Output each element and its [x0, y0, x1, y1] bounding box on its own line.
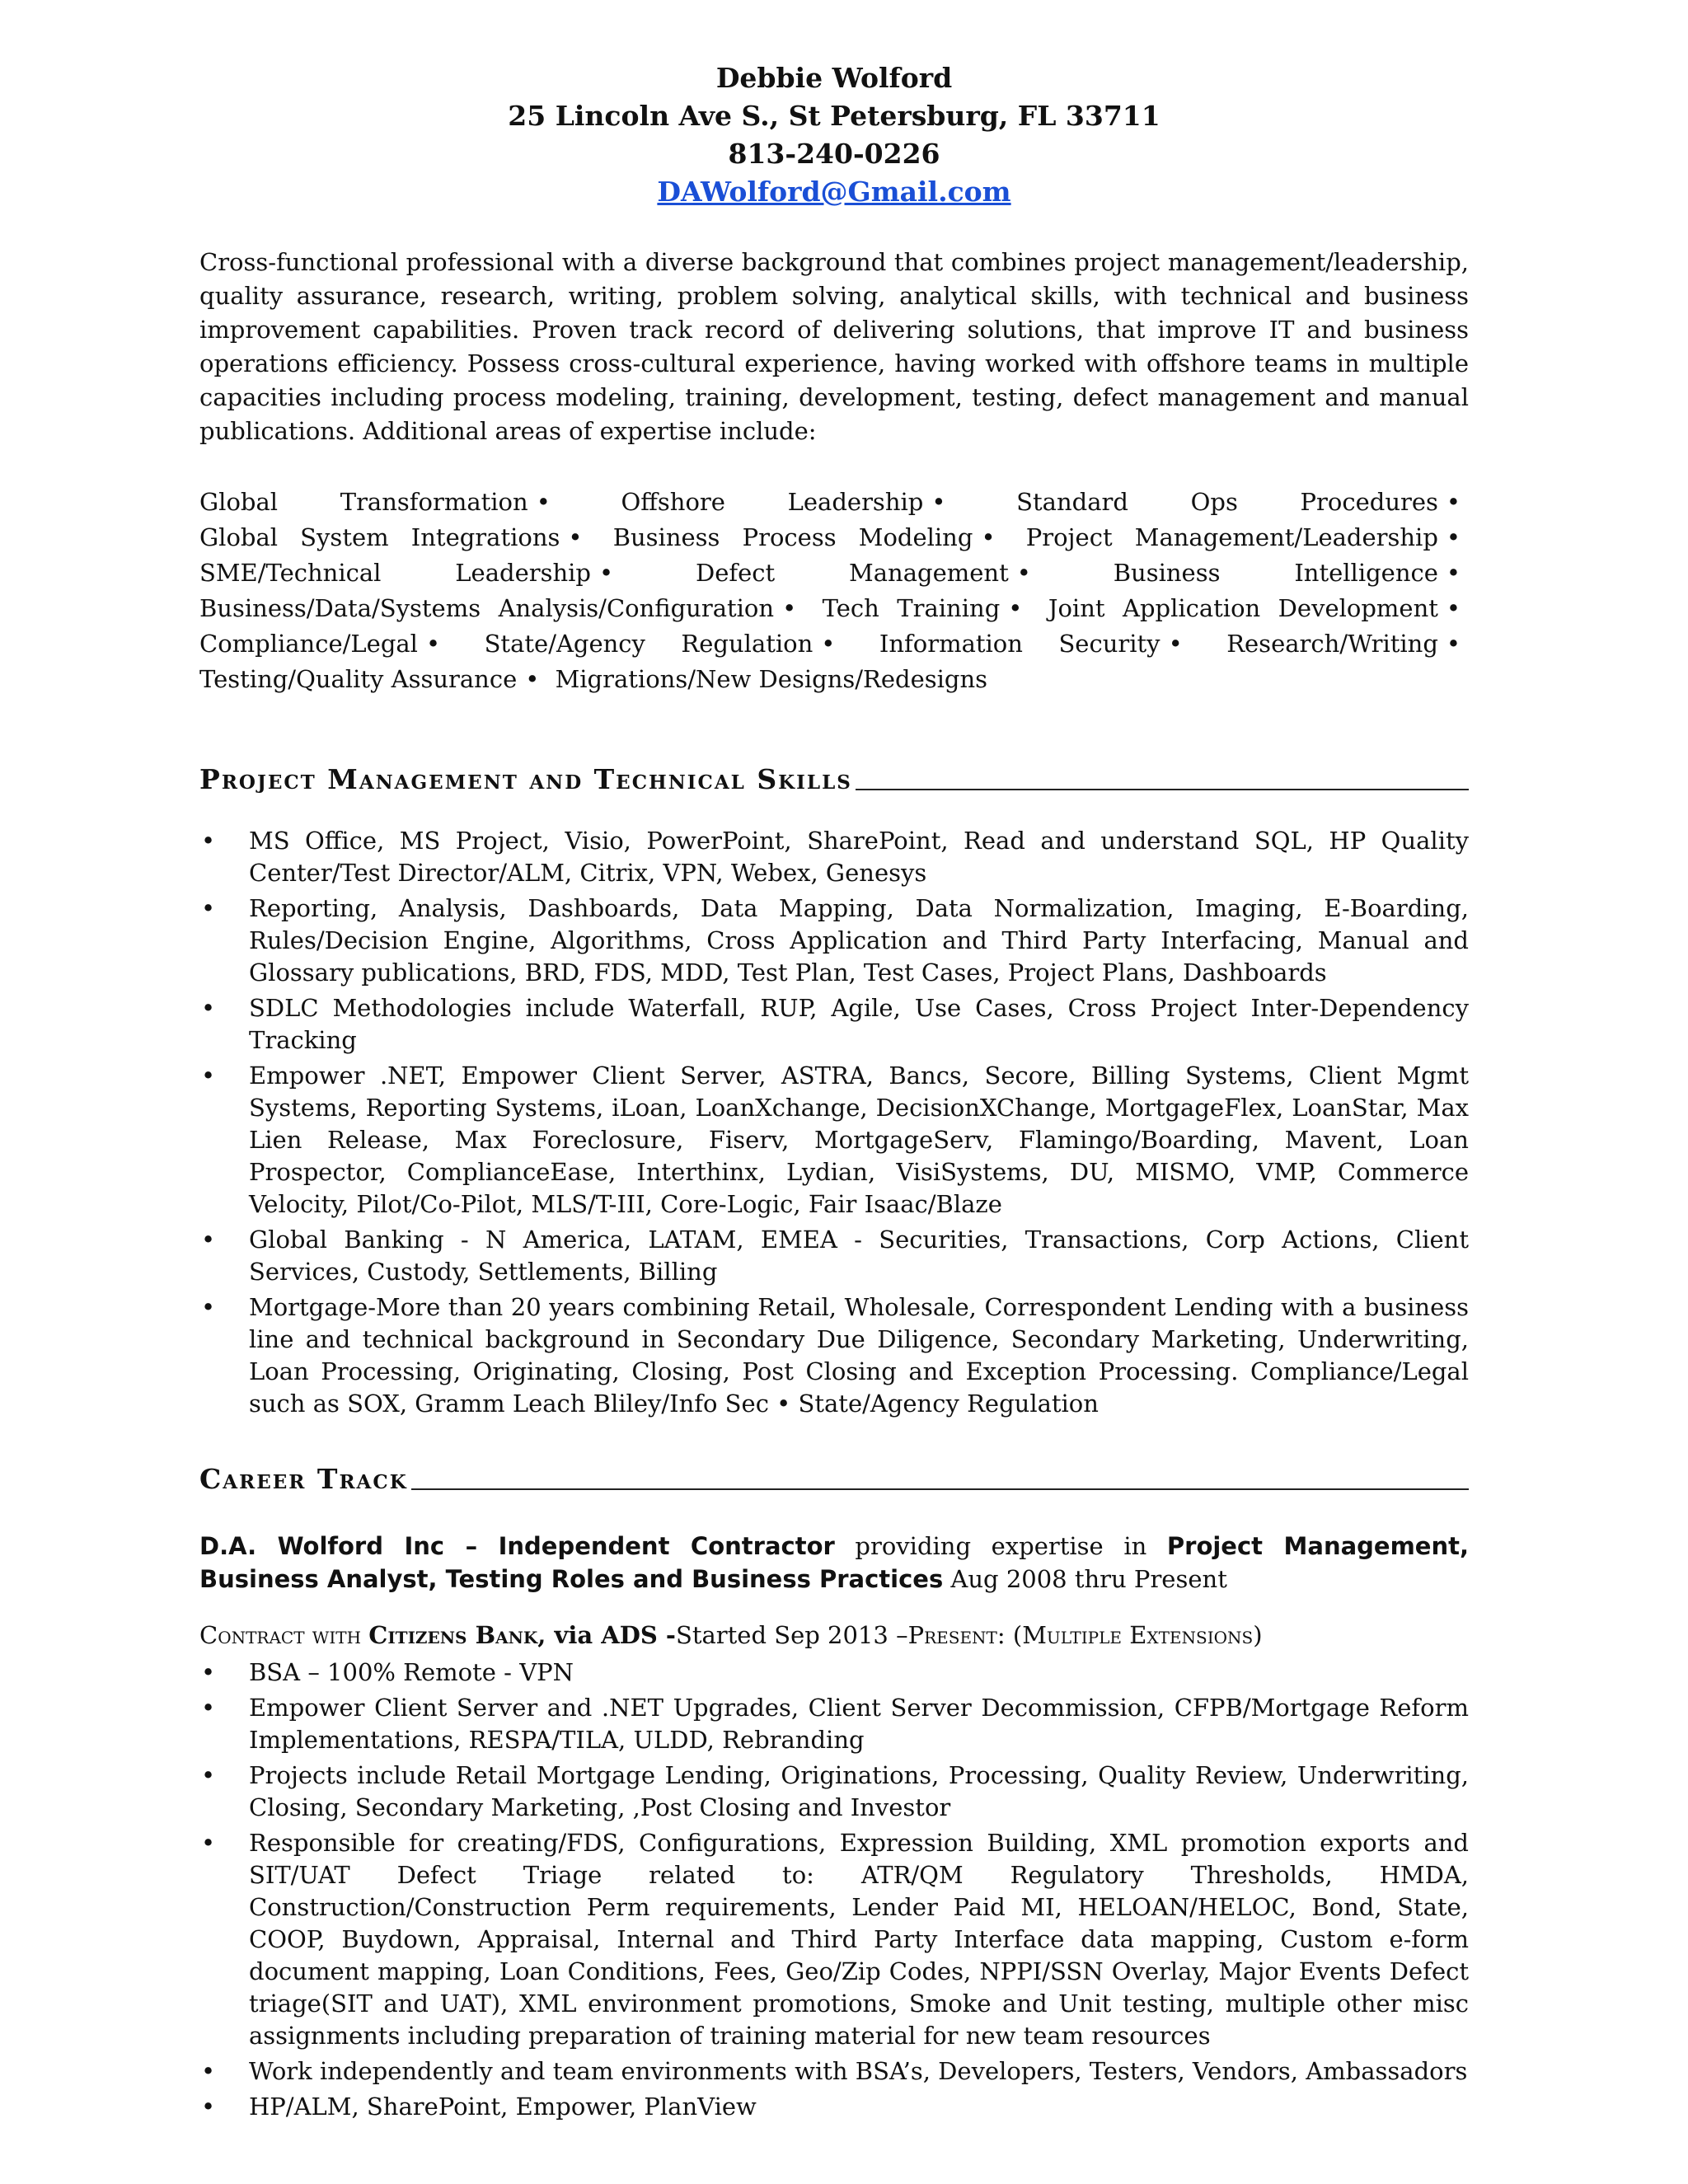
list-item-text: Work independently and team environments with BSA’s, Developers, Testers, Vendors, Ambassadors: [249, 2057, 1468, 2085]
job-dates: Aug 2008 thru Present: [943, 1565, 1227, 1593]
list-item: [199, 1827, 1469, 2052]
bullet-separator: •: [525, 665, 540, 693]
job-roles: Project Management, Business Analyst, Testing Roles and Business Practices: [199, 1532, 1469, 1593]
candidate-address: 25 Lincoln Ave S., St Petersburg, FL 33711: [508, 100, 1160, 132]
skills-section-header: [199, 763, 1469, 795]
bullet-separator: •: [1168, 630, 1183, 658]
bullet-separator: •: [1446, 488, 1461, 516]
expertise-item: Tech Training: [822, 594, 1001, 622]
list-item: [199, 825, 1469, 889]
list-item-text: BSA – 100% Remote - VPN: [249, 1658, 574, 1686]
list-item-text: Empower .NET, Empower Client Server, ASTRA, Bancs, Secore, Billing Systems, Client Mgmt Systems, Reporting Systems, iLoan, LoanXchange, DecisionXChange, MortgageFlex, LoanStar, Max Lien Release, Max Foreclosure, Fiserv, MortgageServ, Flamingo/Boarding, Mavent, Loan Prospector, ComplianceEase, Interthinx, Lydian, VisiSystems, DU, MISMO, VMP, Commerce Velocity, Pilot/Co-Pilot, MLS/T-III, Core-Logic, Fair Isaac/Blaze: [249, 1062, 1469, 1218]
bullet-separator: •: [981, 523, 996, 551]
email-link[interactable]: DAWolford@Gmail.com: [657, 176, 1011, 208]
bullet-icon: •: [201, 994, 216, 1022]
list-item: [199, 1224, 1469, 1288]
bullet-separator: •: [821, 630, 836, 658]
bullet-separator: •: [568, 523, 583, 551]
expertise-item: Compliance/Legal: [199, 630, 418, 658]
career-list: [199, 1657, 1469, 2123]
expertise-item: Global System Integrations: [199, 523, 560, 551]
job-text: providing expertise in: [834, 1532, 1167, 1560]
list-item: [199, 2091, 1469, 2123]
bullet-icon: •: [201, 1658, 216, 1686]
bullet-icon: •: [201, 1829, 216, 1857]
list-item-text: Global Banking - N America, LATAM, EMEA - Securities, Transactions, Corp Actions, Client Services, Custody, Settlements, Billing: [249, 1226, 1469, 1286]
bullet-icon: •: [201, 1694, 216, 1722]
expertise-item: Testing/Quality Assurance: [199, 665, 518, 693]
bullet-icon: •: [201, 2057, 216, 2085]
bullet-icon: •: [201, 1062, 216, 1090]
expertise-item: Standard Ops Procedures: [1016, 488, 1438, 516]
expertise-list: [199, 485, 1469, 697]
expertise-item: Business/Data/Systems Analysis/Configuration: [199, 594, 775, 622]
job-title: [199, 1530, 1469, 1596]
bullet-separator: •: [782, 594, 797, 622]
bullet-separator: •: [425, 630, 441, 658]
expertise-item: Project Management/Leadership: [1025, 523, 1438, 551]
bullet-separator: •: [1016, 559, 1031, 587]
list-item-text: Empower Client Server and .NET Upgrades, Client Server Decommission, CFPB/Mortgage Reform Implementations, RESPA/TILA, ULDD, Rebranding: [249, 1694, 1469, 1754]
expertise-item: State/Agency Regulation: [484, 630, 814, 658]
bullet-icon: •: [201, 1226, 216, 1254]
bullet-icon: •: [201, 894, 216, 922]
contract-prefix: Contract with: [199, 1621, 369, 1649]
expertise-item: Joint Application Development: [1048, 594, 1438, 622]
candidate-name: Debbie Wolford: [715, 62, 953, 94]
expertise-item: Offshore Leadership: [621, 488, 924, 516]
skills-list: [199, 825, 1469, 1420]
expertise-item: Global Transformation: [199, 488, 528, 516]
bullet-separator: •: [1008, 594, 1023, 622]
expertise-item: SME/Technical Leadership: [199, 559, 591, 587]
list-item-text: Reporting, Analysis, Dashboards, Data Mapping, Data Normalization, Imaging, E-Boarding, Rules/Decision Engine, Algorithms, Cross Application and Third Party Interfacing, Manual and Glossary publications, BRD, FDS, MDD, Test Plan, Test Cases, Project Plans, Dashboards: [249, 894, 1469, 987]
list-item-text: MS Office, MS Project, Visio, PowerPoint, SharePoint, Read and understand SQL, HP Quality Center/Test Director/ALM, Citrix, VPN, Webex, Genesys: [249, 827, 1469, 887]
bullet-separator: •: [931, 488, 946, 516]
expertise-item: Defect Management: [695, 559, 1009, 587]
contract-via: , via ADS -: [537, 1621, 676, 1649]
summary-paragraph: Cross-functional professional with a diverse background that combines project management/leadership, quality assurance, research, writing, problem solving, analytical skills, with technical and business improvement capabilities. Proven track record of delivering solutions, that improve IT and business operations efficiency. Possess cross-cultural experience, having worked with offshore teams in multiple capacities including process modeling, training, development, testing, defect management and manual publications. Additional areas of expertise include:: [199, 248, 1469, 445]
list-item-text: SDLC Methodologies include Waterfall, RUP, Agile, Use Cases, Cross Project Inter-Dependency Tracking: [249, 994, 1469, 1054]
list-item-text: Projects include Retail Mortgage Lending, Originations, Processing, Quality Review, Underwriting, Closing, Secondary Marketing, ,Post Closing and Investor: [249, 1761, 1469, 1821]
expertise-item: Business Process Modeling: [612, 523, 973, 551]
bullet-icon: •: [201, 2093, 216, 2121]
contact-header: [199, 59, 1469, 211]
bullet-separator: •: [599, 559, 614, 587]
bullet-icon: •: [201, 1761, 216, 1789]
bullet-separator: •: [536, 488, 551, 516]
bullet-icon: •: [201, 1293, 216, 1321]
contract-status: Present: (Multiple Extensions): [907, 1621, 1263, 1649]
contract-line: [199, 1619, 1469, 1652]
list-item: [199, 2055, 1469, 2088]
list-item: [199, 1657, 1469, 1689]
expertise-item: Information Security: [879, 630, 1160, 658]
job-company: D.A. Wolford Inc – Independent Contractor: [199, 1532, 835, 1560]
contract-client: Citizens Bank: [368, 1621, 538, 1649]
bullet-icon: •: [201, 827, 216, 855]
section-rule: [411, 1488, 1469, 1490]
candidate-phone: 813-240-0226: [728, 138, 940, 170]
list-item-text: Mortgage-More than 20 years combining Retail, Wholesale, Correspondent Lending with a business line and technical background in Secondary Due Diligence, Secondary Marketing, Underwriting, Loan Processing, Originating, Closing, Post Closing and Exception Processing. Compliance/Legal such as SOX, Gramm Leach Bliley/Info Sec • State/Agency Regulation: [249, 1293, 1469, 1418]
list-item-text: Responsible for creating/FDS, Configurations, Expression Building, XML promotion exports and SIT/UAT Defect Triage related to: ATR/QM Regulatory Thresholds, HMDA, Construction/Construction Perm requirements, Lender Paid MI, HELOAN/HELOC, Bond, State, COOP, Buydown, Appraisal, Internal and Third Party Interface data mapping, Custom e-form document mapping, Loan Conditions, Fees, Geo/Zip Codes, NPPI/SSN Overlay, Major Events Defect triage(SIT and UAT), XML environment promotions, Smoke and Unit testing, multiple other misc assignments including preparation of training material for new team resources: [249, 1829, 1469, 2050]
bullet-separator: •: [1446, 559, 1461, 587]
list-item: [199, 1291, 1469, 1420]
expertise-item: Migrations/New Designs/Redesigns: [555, 665, 988, 693]
expertise-item: Business Intelligence: [1113, 559, 1438, 587]
list-item: [199, 1692, 1469, 1756]
list-item: [199, 893, 1469, 989]
list-item: [199, 1060, 1469, 1221]
bullet-separator: •: [1446, 630, 1461, 658]
career-section-title: Career Track: [199, 1463, 408, 1495]
list-item: [199, 1760, 1469, 1824]
bullet-separator: •: [1446, 523, 1461, 551]
list-item: [199, 992, 1469, 1057]
contract-started: Started Sep 2013 –: [675, 1621, 908, 1649]
list-item-text: HP/ALM, SharePoint, Empower, PlanView: [249, 2093, 757, 2121]
resume-page: [199, 59, 1469, 2126]
expertise-item: Research/Writing: [1226, 630, 1438, 658]
skills-section-title: Project Management and Technical Skills: [199, 763, 852, 795]
career-section-header: [199, 1463, 1469, 1495]
bullet-separator: •: [1446, 594, 1461, 622]
section-rule: [856, 789, 1469, 790]
